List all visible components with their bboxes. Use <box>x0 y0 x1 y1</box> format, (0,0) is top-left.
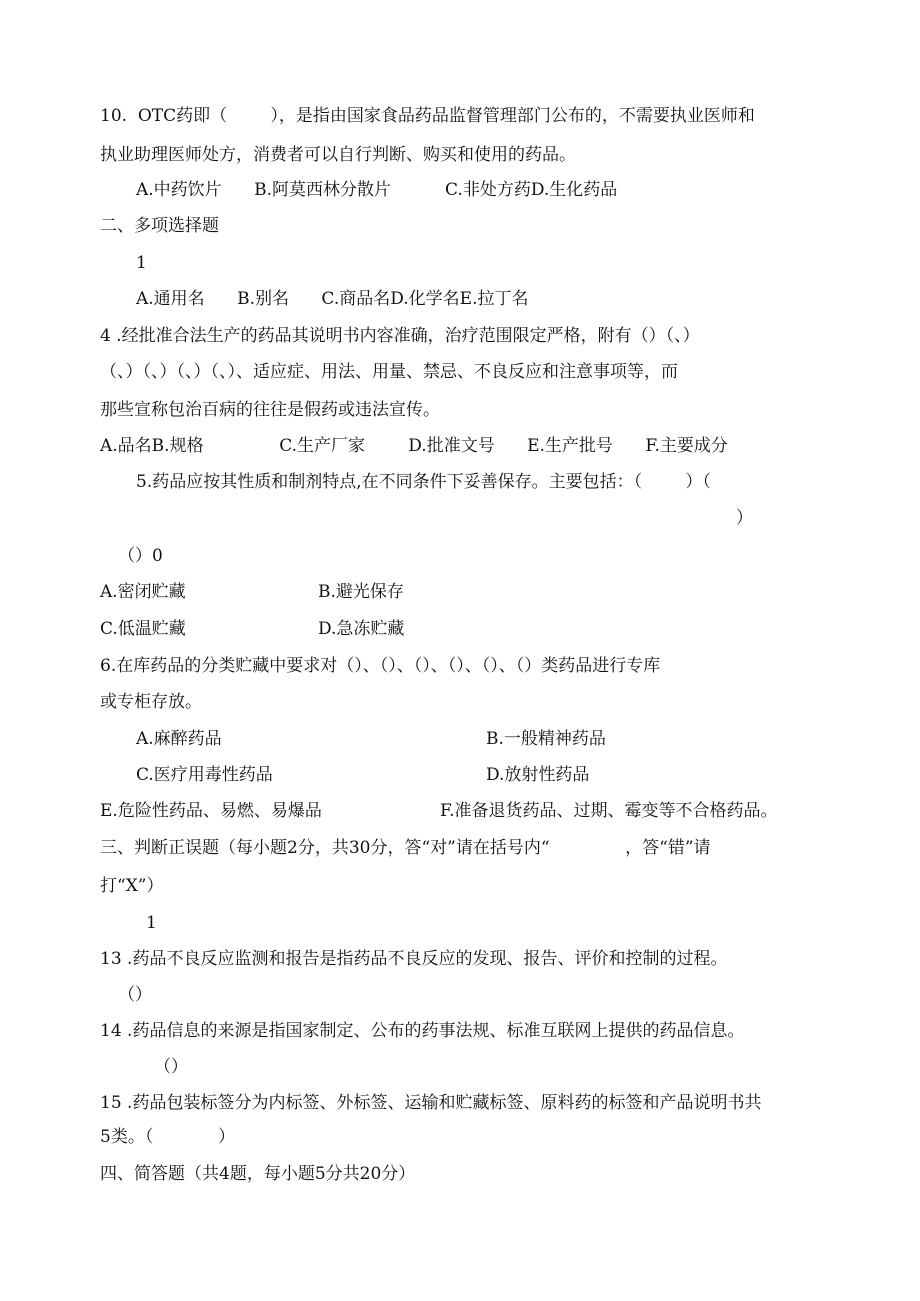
section-3-heading-line-1: 三、判断正误题（每小题2分，共30分，答“对”请在括号内“ ，答“错”请 <box>100 838 711 858</box>
q5-option-a: A.密闭贮藏 <box>100 582 186 602</box>
q4-line-1: 4 .经批准合法生产的药品其说明书内容准确，治疗范围限定严格，附有（）（、） <box>100 326 700 346</box>
q6-option-c: C.医疗用毒性药品 <box>136 765 273 785</box>
q6-option-e: E.危险性药品、易燃、易爆品 <box>100 801 322 821</box>
section-4-heading: 四、简答题（共4题，每小题5分共20分） <box>100 1164 416 1184</box>
q6-option-d: D.放射性药品 <box>486 765 590 785</box>
q13-answer-paren: （） <box>118 985 152 1005</box>
q15-line-2: 5类。（ ） <box>100 1127 236 1147</box>
q6-option-f: F.准备退货药品、过期、霉变等不合格药品。 <box>440 801 778 821</box>
q6-line-2: 或专柜存放。 <box>100 692 202 712</box>
q5-line-1: 5.药品应按其性质和制剂特点,在不同条件下妥善保存。主要包括：（ ）（ <box>136 472 711 492</box>
q10-options: A.中药饮片 B.阿莫西林分散片 C.非处方药D.生化药品 <box>136 180 618 200</box>
q6-option-a: A.麻醉药品 <box>136 729 222 749</box>
q13-text: 13 .药品不良反应监测和报告是指药品不良反应的发现、报告、评价和控制的过程。 <box>100 949 728 969</box>
q14-answer-paren: （） <box>154 1057 188 1077</box>
q4-options: A.品名B.规格 C.生产厂家 D.批准文号 E.生产批号 F.主要成分 <box>100 436 728 456</box>
q15-line-1: 15 .药品包装标签分为内标签、外标签、运输和贮藏标签、原料药的标签和产品说明书共 <box>100 1093 762 1113</box>
q5-option-b: B.避光保存 <box>318 582 404 602</box>
q4-line-2: （、）（、）（、）（、）、适应症、用法、用量、禁忌、不良反应和注意事项等，而 <box>100 362 678 382</box>
q14-text: 14 .药品信息的来源是指国家制定、公布的药事法规、标准互联网上提供的药品信息。 <box>100 1021 745 1041</box>
q1-options: A.通用名 B.别名 C.商品名D.化学名E.拉丁名 <box>136 289 529 309</box>
q10-line-1: 10. OTC药即（ ），是指由国家食品药品监督管理部门公布的，不需要执业医师和 <box>100 106 755 126</box>
section-2-number-marker: 1 <box>136 253 147 273</box>
q6-option-b: B.一般精神药品 <box>486 729 606 749</box>
q6-line-1: 6.在库药品的分类贮藏中要求对（）、（）、（）、（）、（）、（）类药品进行专库 <box>100 656 661 676</box>
section-3-heading-line-2: 打“X”） <box>100 876 164 896</box>
section-2-heading: 二、多项选择题 <box>100 216 219 236</box>
q5-line-2: （）0 <box>118 546 163 566</box>
section-3-number-marker: 1 <box>146 913 157 933</box>
q4-line-3: 那些宣称包治百病的往往是假药或违法宣传。 <box>100 400 440 420</box>
q5-option-c: C.低温贮藏 <box>100 619 186 639</box>
q5-line-1-tail: ） <box>736 508 753 528</box>
q5-option-d: D.急冻贮藏 <box>318 619 405 639</box>
q10-line-2: 执业助理医师处方，消费者可以自行判断、购买和使用的药品。 <box>100 145 576 165</box>
